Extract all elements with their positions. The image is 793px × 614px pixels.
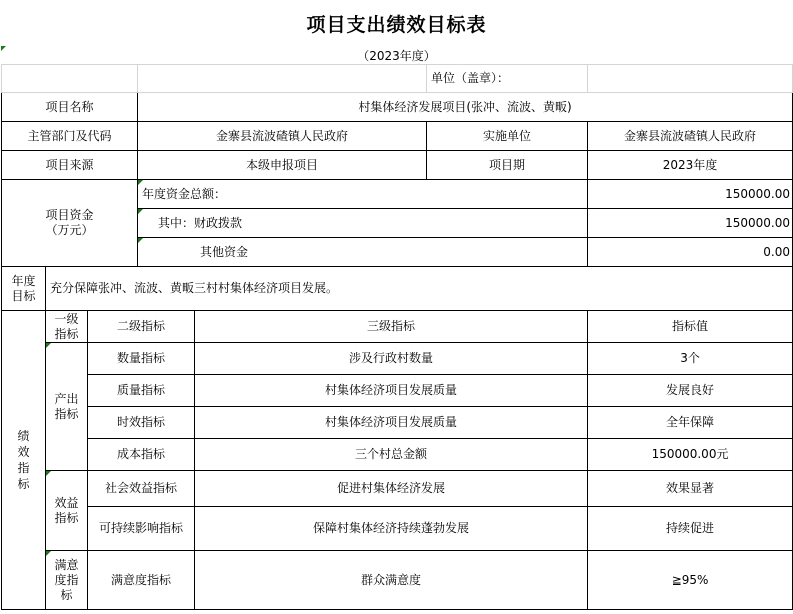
level3-cell: 促进村集体经济发展: [195, 471, 588, 507]
dept-value: 金寨县流波碴镇人民政府: [138, 122, 427, 151]
cell-marker-icon: [138, 238, 143, 243]
indicator-header-row: [2, 311, 793, 343]
cell-marker-icon: [46, 551, 51, 556]
col-level2: 二级指标: [88, 311, 195, 343]
source-label: 项目来源: [2, 151, 138, 180]
funds-total-row: [2, 180, 793, 209]
indicator-row: [2, 343, 793, 375]
blank-cell: [138, 65, 427, 93]
level3-cell: 涉及行政村数量: [195, 343, 588, 375]
funds-total-label: 年度资金总额：: [138, 180, 588, 209]
indicator-row: [2, 407, 793, 439]
funds-fiscal-value: 150000.00: [588, 209, 793, 238]
col-level3: 三级指标: [195, 311, 588, 343]
indicator-value-cell: 持续促进: [588, 507, 793, 551]
unit-row: [2, 65, 793, 93]
year-label: （2023年度）: [357, 48, 436, 63]
unit-label: 单位（盖章）：: [427, 65, 588, 93]
col-level1: 一级指标: [46, 311, 88, 343]
annual-goal-value: 充分保障张冲、流波、黄畈三村村集体经济项目发展。: [46, 267, 793, 311]
cell-marker-icon: [46, 343, 51, 348]
period-value: 2023年度: [588, 151, 793, 180]
funds-label: 项目资金（万元）: [2, 180, 138, 267]
level2-cell: 时效指标: [88, 407, 195, 439]
cell-marker-icon: [1, 46, 6, 51]
source-row: [2, 151, 793, 180]
cell-marker-icon: [46, 471, 51, 476]
indicator-row: [2, 551, 793, 610]
dept-row: [2, 122, 793, 151]
funds-other-label: 其他资金: [138, 238, 588, 267]
annual-goal-row: [2, 267, 793, 311]
indicator-row: [2, 507, 793, 551]
project-name-row: [2, 93, 793, 122]
source-value: 本级申报项目: [138, 151, 427, 180]
indicator-value-cell: 3个: [588, 343, 793, 375]
level3-cell: 村集体经济项目发展质量: [195, 407, 588, 439]
unit-value: [588, 65, 793, 93]
benefit-label: 效益指标: [46, 471, 88, 551]
annual-goal-label: 年度目标: [2, 267, 46, 311]
page-title: 项目支出绩效目标表: [306, 13, 487, 36]
funds-fiscal-label: 其中：财政拨款: [138, 209, 588, 238]
level2-cell: 数量指标: [88, 343, 195, 375]
project-name-label: 项目名称: [2, 93, 138, 122]
indicator-value-cell: 全年保障: [588, 407, 793, 439]
cell-marker-icon: [138, 209, 143, 214]
level2-cell: 社会效益指标: [88, 471, 195, 507]
indicator-value-cell: 效果显著: [588, 471, 793, 507]
indicator-value-cell: 150000.00元: [588, 439, 793, 471]
level2-cell: 可持续影响指标: [88, 507, 195, 551]
impl-label: 实施单位: [427, 122, 588, 151]
target-table: [1, 64, 793, 610]
period-label: 项目期: [427, 151, 588, 180]
indicator-value-cell: ≧95%: [588, 551, 793, 610]
impl-value: 金寨县流波碴镇人民政府: [588, 122, 793, 151]
funds-total-value: 150000.00: [588, 180, 793, 209]
indicator-row: [2, 471, 793, 507]
indicator-row: [2, 375, 793, 407]
indicator-group-label: 绩效指标: [2, 311, 46, 610]
level2-cell: 成本指标: [88, 439, 195, 471]
blank-cell: [2, 65, 138, 93]
level2-cell: 质量指标: [88, 375, 195, 407]
level3-cell: 群众满意度: [195, 551, 588, 610]
indicator-row: [2, 439, 793, 471]
dept-label: 主管部门及代码: [2, 122, 138, 151]
indicator-value-cell: 发展良好: [588, 375, 793, 407]
cell-marker-icon: [138, 180, 143, 185]
level3-cell: 保障村集体经济持续蓬勃发展: [195, 507, 588, 551]
funds-other-value: 0.00: [588, 238, 793, 267]
col-value: 指标值: [588, 311, 793, 343]
level3-cell: 村集体经济项目发展质量: [195, 375, 588, 407]
satisfaction-label: 满意度指标: [46, 551, 88, 610]
level2-cell: 满意度指标: [88, 551, 195, 610]
project-name-value: 村集体经济发展项目(张冲、流波、黄畈): [138, 93, 793, 122]
output-label: 产出指标: [46, 343, 88, 471]
level3-cell: 三个村总金额: [195, 439, 588, 471]
